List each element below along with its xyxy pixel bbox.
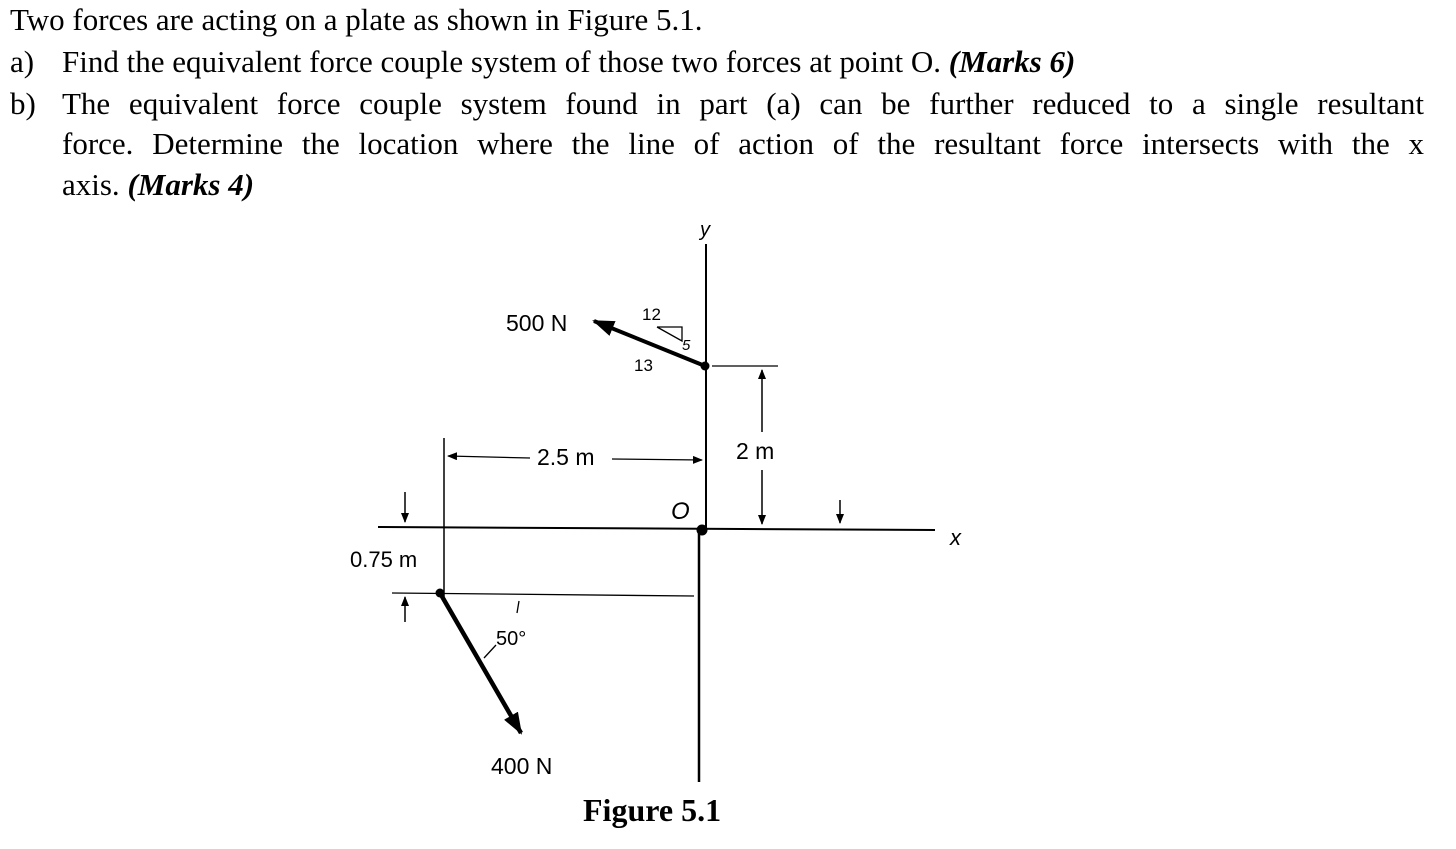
angle-tick-bottom: [484, 645, 496, 658]
angle-tick-top: [517, 601, 519, 613]
dim-2m-label: 2 m: [736, 438, 775, 464]
part-b-line-3-body: axis.: [62, 167, 120, 202]
slope-horizontal-label: 12: [642, 305, 661, 324]
part-b-line-1: The equivalent force couple system found in part (a) can be further reduced to a single resultant: [62, 86, 1424, 121]
force-400n-label: 400 N: [491, 753, 553, 779]
dim-075m-label: 0.75 m: [350, 547, 418, 572]
part-b-marks: (Marks 4): [127, 167, 255, 202]
force-500n-label: 500 N: [506, 310, 568, 336]
slope-triangle: [657, 327, 682, 341]
origin-point: [697, 525, 708, 536]
dim-2-5m-arrow-right: [612, 459, 702, 460]
part-b-letter: b): [10, 86, 36, 121]
y-axis-label: y: [700, 219, 710, 241]
x-axis-label: x: [950, 525, 961, 550]
part-b-line-2: force. Determine the location where the line of action of the resultant force intersects with the x: [62, 126, 1424, 161]
part-a-body: Find the equivalent force couple system of those two forces at point O.: [62, 44, 941, 79]
part-a-letter: a): [10, 44, 35, 79]
slope-hypotenuse-label: 13: [634, 356, 653, 375]
force-400n-arrow: [440, 593, 521, 733]
dim-2-5m-label: 2.5 m: [537, 444, 595, 470]
problem-intro: Two forces are acting on a plate as shown in Figure 5.1.: [10, 2, 703, 37]
x-axis-line: [378, 527, 935, 530]
figure-caption: Figure 5.1: [583, 792, 722, 828]
force-400n-application-point: [436, 589, 445, 598]
part-a-marks: (Marks 6): [948, 44, 1076, 79]
origin-label: O: [671, 498, 690, 525]
slope-vertical-label: 5: [682, 337, 691, 354]
dim-2-5m-arrow-left: [448, 456, 530, 458]
angle-label: 50°: [496, 628, 527, 650]
force-500n-application-point: [701, 362, 710, 371]
